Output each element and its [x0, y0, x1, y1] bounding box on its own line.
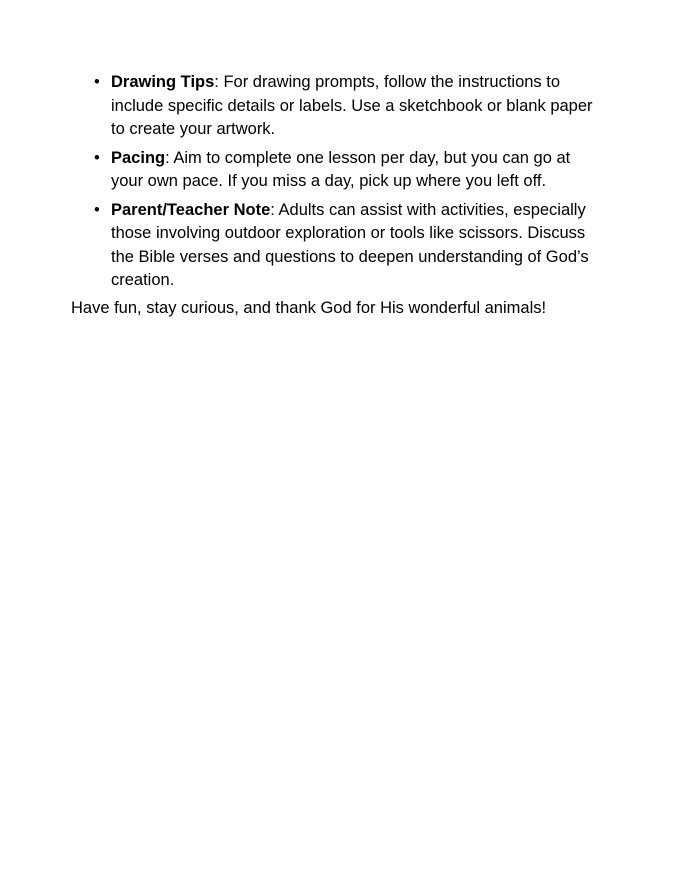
item-text: : For drawing prompts, follow the instructions to include specific details or labels. Use a sketchbook or blank paper to create your artwork. [111, 73, 593, 138]
item-title: Drawing Tips [111, 73, 215, 91]
item-title: Pacing [111, 148, 166, 167]
tips-list [96, 71, 596, 298]
bullet-icon: • [94, 148, 100, 167]
bullet-icon: • [94, 73, 100, 91]
list-item [96, 199, 596, 293]
list-item [96, 71, 596, 142]
bullet-icon: • [94, 200, 100, 219]
item-text: : Adults can assist with activities, especially those involving outdoor exploration or tools like scissors. Discuss the Bible verses and questions to deepen understanding of God’s creation. [111, 200, 589, 289]
item-title: Parent/Teacher Note [111, 200, 271, 219]
list-item [96, 147, 596, 194]
closing-paragraph: Have fun, stay curious, and thank God for His wonderful animals! [71, 299, 547, 317]
item-text: : Aim to complete one lesson per day, but you can go at your own pace. If you miss a day, pick up where you left off. [111, 148, 571, 190]
